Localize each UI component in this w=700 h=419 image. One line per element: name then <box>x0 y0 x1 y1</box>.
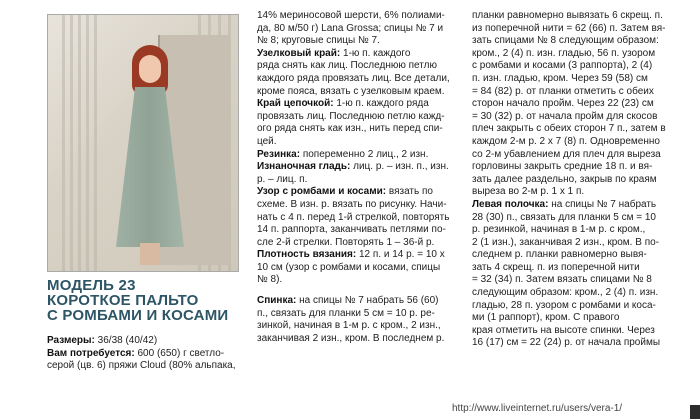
title-line-2: КОРОТКОЕ ПАЛЬТО <box>47 292 199 309</box>
line-text: зинкой, начиная в 1-м р. с кром., 2 изн., <box>257 320 441 332</box>
line-text: заканчивая 2 изн., кром. В последнем р. <box>257 332 445 344</box>
text-line <box>257 35 461 48</box>
line-text: ого ряда снять как изн., нить перед спи- <box>257 123 443 135</box>
text-line <box>472 224 668 237</box>
text-line <box>257 48 461 61</box>
text-line <box>472 86 668 99</box>
line-text: 1-ю п. каждого <box>340 47 411 59</box>
line-text: цей. <box>257 135 277 147</box>
line-text: 2 (1 изн.), заканчивая 2 изн., кром. В по- <box>472 236 659 248</box>
text-line <box>472 300 668 313</box>
text-line <box>472 287 668 300</box>
section-label: Узор с ромбами и косами: <box>257 186 387 198</box>
text-line <box>472 249 668 262</box>
text-line <box>472 237 668 250</box>
line-text: п., связать для планки 5 см = 10 р. ре- <box>257 307 435 319</box>
line-text: вязать по <box>386 186 433 198</box>
text-line <box>257 161 461 174</box>
text-line <box>472 199 668 212</box>
line-text: кром., 2 (4) п. изн. гладью, 56 п. узором <box>472 47 656 59</box>
line-text: сторон начало пройм. Через 22 (23) см <box>472 98 654 110</box>
text-line <box>472 136 668 149</box>
line-text: зать далее раздельно, закрыв по краям <box>472 173 657 185</box>
text-line <box>257 224 461 237</box>
line-text: схеме. В изн. р. вязать по рисунку. Начи- <box>257 198 447 210</box>
text-line <box>47 335 239 348</box>
line-text: сле 2-й стрелки. Повторять 1 – 36-й р. <box>257 236 435 248</box>
column-3 <box>472 10 668 350</box>
line-text: плеч закрыть с обеих сторон 7 п., затем в <box>472 123 666 135</box>
text-line <box>257 123 461 136</box>
text-line <box>472 73 668 86</box>
line-text: р. резинкой, начиная в 1-м р. с кром., <box>472 224 646 236</box>
text-line <box>472 111 668 124</box>
text-line <box>47 360 239 373</box>
page-corner <box>690 405 700 419</box>
line-text: каждом 2-м р. 2 х 7 (8) п. Одновременно <box>472 135 660 147</box>
text-line <box>472 48 668 61</box>
column-1 <box>47 335 239 373</box>
model-title <box>47 278 247 323</box>
text-line <box>257 10 461 23</box>
text-line <box>472 274 668 287</box>
line-text: со 2-м убавлением для плеч для выреза <box>472 148 661 160</box>
line-text: планки равномерно вывязать 6 скрещ. п. <box>472 10 663 21</box>
line-text: 14 п. раппорта, заканчивать петлями по- <box>257 224 446 236</box>
section-label: Изнаночная гладь: <box>257 161 351 173</box>
line-text: да, 80 м/50 г) Lana Grossa; спицы № 7 и <box>257 22 444 34</box>
text-line <box>472 312 668 325</box>
text-line <box>257 237 461 250</box>
column-2 <box>257 10 461 345</box>
line-text: = 30 (32) р. от начала пройм для скосов <box>472 110 658 122</box>
text-line <box>257 308 461 321</box>
line-text: горловины закрыть средние 18 п. и вя- <box>472 161 653 173</box>
text-line <box>257 262 461 275</box>
text-line <box>257 23 461 36</box>
line-text: из поперечной нити = 62 (66) п. Затем вя- <box>472 22 666 34</box>
text-line <box>257 98 461 111</box>
line-text: 10 см (узор с ромбами и косами, спицы <box>257 261 441 273</box>
line-text: попеременно 2 лиц., 2 изн. <box>300 148 429 160</box>
line-text: с ромбами и косами (3 раппорта), 2 (4) <box>472 60 653 72</box>
line-text: выреза во 2-м р. 1 х 1 п. <box>472 186 585 198</box>
line-text: нать с 4 п. перед 1-й стрелкой, повторять <box>257 211 450 223</box>
line-text: зать спицами № 8 следующим образом: <box>472 35 659 47</box>
line-text: р. – лиц. п. <box>257 173 308 185</box>
model-figure <box>110 45 190 265</box>
section-label: Край цепочкой: <box>257 98 334 110</box>
text-line <box>257 60 461 73</box>
section-label: Левая полочка: <box>472 198 549 210</box>
line-text: п. изн. гладью, кром. Через 59 (58) см <box>472 72 648 84</box>
text-line <box>472 186 668 199</box>
line-text: 14% мериносовой шерсти, 6% полиами- <box>257 10 445 21</box>
line-text: = 32 (34) п. Затем вязать спицами № 8 <box>472 274 652 286</box>
text-line <box>257 174 461 187</box>
section-label: Вам потребуется: <box>47 347 135 359</box>
text-line <box>472 161 668 174</box>
text-line <box>472 337 668 350</box>
section-label: Резинка: <box>257 148 301 160</box>
line-text: на спицы № 7 набрать 56 (60) <box>296 295 439 307</box>
text-line <box>257 73 461 86</box>
section-label: Размеры: <box>47 335 95 346</box>
line-text: гладью, 28 п. узором с ромбами и коса- <box>472 299 656 311</box>
text-line <box>472 10 668 23</box>
line-text: 12 п. и 14 р. = 10 х <box>356 249 445 261</box>
text-line <box>257 333 461 346</box>
model-photo <box>47 14 239 272</box>
line-text: края отметить на высоте спинки. Через <box>472 324 655 336</box>
line-text: № 8; круговые спицы № 7. <box>257 35 380 47</box>
text-line <box>472 123 668 136</box>
text-line <box>257 186 461 199</box>
text-line <box>472 262 668 275</box>
line-text: каждого ряда провязать лиц. Все детали, <box>257 72 450 84</box>
line-text: 1-ю п. каждого ряда <box>333 98 429 110</box>
section-label: Плотность вязания: <box>257 249 357 261</box>
text-line <box>257 111 461 124</box>
section-label: Спинка: <box>257 295 297 307</box>
text-line <box>257 274 461 287</box>
text-line <box>257 149 461 162</box>
text-line <box>472 35 668 48</box>
text-line <box>472 60 668 73</box>
line-text: ми (1 раппорт), кром. С правого <box>472 312 620 324</box>
line-text: 16 (17) см = 22 (24) р. от начала проймы <box>472 337 661 349</box>
text-line <box>257 136 461 149</box>
text-line <box>257 287 461 295</box>
text-line <box>472 325 668 338</box>
line-text: № 8). <box>257 274 283 286</box>
text-line <box>472 212 668 225</box>
line-text: следующим образом: кром., 2 (4) п. изн. <box>472 287 659 299</box>
line-text: кроме пояса, вязать с узелковым краем. <box>257 85 445 97</box>
text-line <box>257 320 461 333</box>
line-text: следнем р. планки равномерно вывя- <box>472 249 647 261</box>
line-text: серой (цв. 6) пряжи Cloud (80% альпака, <box>47 360 236 372</box>
text-line <box>257 199 461 212</box>
text-line <box>257 249 461 262</box>
text-line <box>257 212 461 225</box>
line-text: 36/38 (40/42) <box>94 335 158 346</box>
line-text: ряда снять как лиц. Последнюю петлю <box>257 60 437 72</box>
text-line <box>257 295 461 308</box>
section-label: Узелковый край: <box>257 47 341 59</box>
line-text: лиц. р. – изн. п., изн. <box>350 161 449 173</box>
text-line <box>472 174 668 187</box>
text-line <box>472 98 668 111</box>
source-url[interactable]: http://www.liveinternet.ru/users/vera-1/ <box>452 403 623 414</box>
text-line <box>47 348 239 361</box>
title-line-3: С РОМБАМИ И КОСАМИ <box>47 307 229 324</box>
line-text: 600 (650) г светло- <box>134 347 225 359</box>
line-text: на спицы № 7 набрать <box>548 198 657 210</box>
line-text: 28 (30) п., связать для планки 5 см = 10 <box>472 211 656 223</box>
line-text: зать 4 скрещ. п. из поперечной нити <box>472 261 640 273</box>
text-line <box>257 86 461 99</box>
line-text: провязать лиц. Последнюю петлю кажд- <box>257 110 445 122</box>
text-line <box>472 149 668 162</box>
line-text: = 84 (82) р. от планки отметить с обеих <box>472 85 654 97</box>
title-line-1: МОДЕЛЬ 23 <box>47 277 136 294</box>
text-line <box>472 23 668 36</box>
